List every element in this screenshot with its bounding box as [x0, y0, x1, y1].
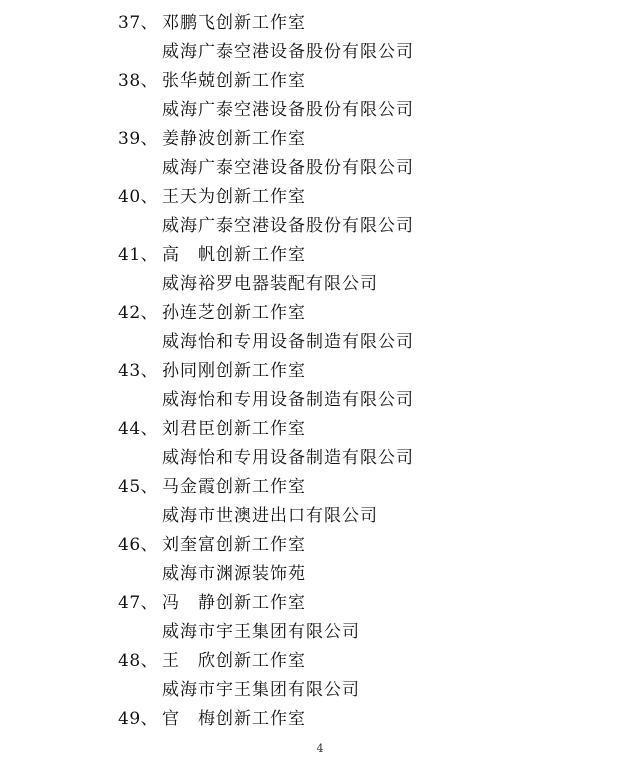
entry-number: 49、 — [118, 709, 159, 729]
list-item — [0, 476, 640, 534]
list-item — [0, 708, 640, 736]
list-item — [0, 650, 640, 708]
list-item — [0, 70, 640, 128]
list-item — [0, 128, 640, 186]
company-name: 威海市世澳进出口有限公司 — [162, 506, 378, 526]
entry-number: 44、 — [118, 419, 159, 439]
entry-number: 40、 — [118, 187, 159, 207]
list-item — [0, 12, 640, 70]
company-name: 威海广泰空港设备股份有限公司 — [162, 158, 414, 178]
list-item — [0, 302, 640, 360]
list-item — [0, 186, 640, 244]
studio-name: 刘君臣创新工作室 — [162, 419, 306, 439]
list-item — [0, 592, 640, 650]
company-name: 威海怡和专用设备制造有限公司 — [162, 390, 414, 410]
list-item — [0, 244, 640, 302]
entry-number: 38、 — [118, 71, 159, 91]
studio-name: 邓鹏飞创新工作室 — [162, 13, 306, 33]
list-item — [0, 534, 640, 592]
company-name: 威海裕罗电器装配有限公司 — [162, 274, 378, 294]
studio-name: 孙同刚创新工作室 — [162, 361, 306, 381]
studio-name: 姜静波创新工作室 — [162, 129, 306, 149]
page-number: 4 — [316, 742, 324, 755]
company-name: 威海市宇王集团有限公司 — [162, 680, 360, 700]
company-name: 威海广泰空港设备股份有限公司 — [162, 42, 414, 62]
company-name: 威海广泰空港设备股份有限公司 — [162, 100, 414, 120]
list-item — [0, 360, 640, 418]
studio-name: 马金霞创新工作室 — [162, 477, 306, 497]
entry-number: 42、 — [118, 303, 159, 323]
entry-number: 46、 — [118, 535, 159, 555]
studio-name: 王天为创新工作室 — [162, 187, 306, 207]
studio-name: 孙连芝创新工作室 — [162, 303, 306, 323]
entry-number: 48、 — [118, 651, 159, 671]
studio-name: 王 欣创新工作室 — [162, 651, 306, 671]
entry-number: 45、 — [118, 477, 159, 497]
list-item — [0, 418, 640, 476]
entry-number: 41、 — [118, 245, 159, 265]
company-name: 威海广泰空港设备股份有限公司 — [162, 216, 414, 236]
studio-name: 官 梅创新工作室 — [162, 709, 306, 729]
studio-name: 冯 静创新工作室 — [162, 593, 306, 613]
studio-name: 张华兢创新工作室 — [162, 71, 306, 91]
company-name: 威海市宇王集团有限公司 — [162, 622, 360, 642]
company-name: 威海市渊源装饰苑 — [162, 564, 306, 584]
studio-name: 刘奎富创新工作室 — [162, 535, 306, 555]
entry-number: 47、 — [118, 593, 159, 613]
company-name: 威海怡和专用设备制造有限公司 — [162, 448, 414, 468]
entry-number: 39、 — [118, 129, 159, 149]
entry-number: 43、 — [118, 361, 159, 381]
entry-number: 37、 — [118, 13, 159, 33]
studio-name: 高 帆创新工作室 — [162, 245, 306, 265]
company-name: 威海怡和专用设备制造有限公司 — [162, 332, 414, 352]
